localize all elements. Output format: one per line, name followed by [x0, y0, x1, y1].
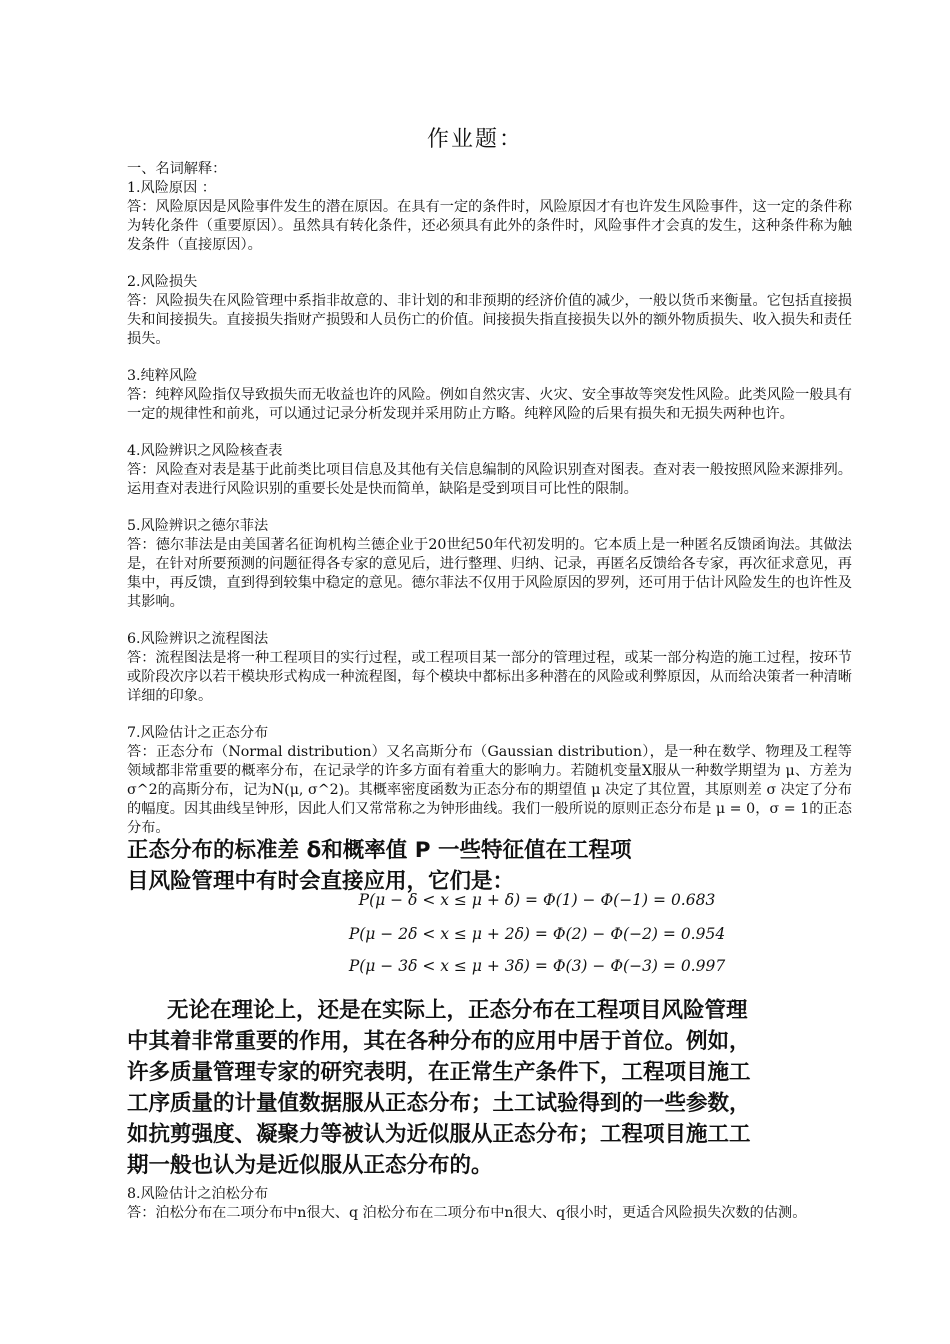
item-2 [127, 273, 852, 349]
item-answer: 答：风险损失在风险管理中系指非故意的、非计划的和非预期的经济价值的减少，一般以货币来衡量。它包括直接损失和间接损失。直接损失指财产损毁和人员伤亡的价值。间接损失指直接损失以外的额外物质损失、收入损失和责任损失。 [127, 293, 852, 347]
item-heading: 5.风险辨识之德尔菲法 [127, 518, 269, 534]
item-8 [127, 1185, 852, 1223]
item-answer: 答：正态分布（Normal distribution）又名高斯分布（Gaussian distribution），是一种在数学、物理及工程等领域都非常重要的概率分布，在记录学的许多方面有着重大的影响力。若随机变量X服从一种数学期望为 μ、方差为 σ^2的高斯分布，记为N(μ, σ^2)。其概率密度函数为正态分布的期望值 μ 决定了其位置，其原则差 σ 决定了分布的幅度。因其曲线呈钟形，因此人们又常常称之为钟形曲线。我们一般所说的原则正态分布是 μ = 0，σ = 1的正态分布。 [127, 744, 852, 836]
item-7 [127, 724, 852, 838]
image-paragraph: 无论在理论上，还是在实际上，正态分布在工程项目风险管理中其着非常重要的作用，其在各种分布的应用中居于首位。例如，许多质量管理专家的研究表明，在正常生产条件下，工程项目施工工序质量的计量值数据服从正态分布；土工试验得到的一些参数，如抗剪强度、凝聚力等被认为近似服从正态分布；工程项目施工工期一般也认为是近似服从正态分布的。 [127, 998, 751, 1178]
image-heading-line-2: 目风险管理中有时会直接应用，它们是： [127, 869, 515, 894]
item-1 [127, 179, 852, 255]
formula-3: P(μ − 3δ < x ≤ μ + 3δ) = Φ(3) − Φ(−3) = 0.997 [348, 957, 726, 975]
page-title: 作业题： [426, 127, 523, 152]
item-4 [127, 442, 852, 499]
embedded-text-image [127, 835, 807, 1178]
item-heading: 2.风险损失 [127, 274, 198, 290]
item-5 [127, 517, 852, 612]
item-answer: 答：流程图法是将一种工程项目的实行过程，或工程项目某一部分的管理过程，或某一部分构造的施工过程，按环节或阶段次序以若干模块形式构成一种流程图，每个模块中都标出多种潜在的风险或利弊原因，从而给决策者一种清晰详细的印象。 [127, 650, 852, 704]
item-heading: 7.风险估计之正态分布 [127, 725, 269, 741]
item-answer: 答：泊松分布在二项分布中n很大、q 泊松分布在二项分布中n很大、q很小时，更适合风险损失次数的估测。 [127, 1205, 807, 1221]
section-heading: 一、名词解释： [127, 161, 227, 177]
item-answer: 答：风险查对表是基于此前类比项目信息及其他有关信息编制的风险识别查对图表。查对表一般按照风险来源排列。运用查对表进行风险识别的重要长处是快而简单，缺陷是受到项目可比性的限制。 [127, 462, 852, 497]
formula-2: P(μ − 2δ < x ≤ μ + 2δ) = Φ(2) − Φ(−2) = 0.954 [348, 925, 726, 943]
formula-1: P(μ − δ < x ≤ μ + δ) = Φ(1) − Φ(−1) = 0.683 [358, 891, 716, 909]
item-heading: 6.风险辨识之流程图法 [127, 631, 269, 647]
image-heading-line-1: 正态分布的标准差 δ和概率值 P 一些特征值在工程项 [127, 838, 632, 863]
item-heading: 8.风险估计之泊松分布 [127, 1186, 269, 1202]
item-heading: 1.风险原因 ： [127, 180, 216, 196]
item-heading: 3.纯粹风险 [127, 368, 198, 384]
item-answer: 答：德尔菲法是由美国著名征询机构兰德企业于20世纪50年代初发明的。它本质上是一种匿名反馈函询法。其做法是，在针对所要预测的问题征得各专家的意见后，进行整理、归纳、记录，再匿名反馈给各专家，再次征求意见，再集中，再反馈，直到得到较集中稳定的意见。德尔菲法不仅用于风险原因的罗列，还可用于估计风险发生的也许性及其影响。 [127, 537, 852, 610]
item-answer: 答：风险原因是风险事件发生的潜在原因。在具有一定的条件时，风险原因才有也许发生风险事件，这一定的条件称为转化条件（重要原因）。虽然具有转化条件，还必须具有此外的条件时，风险事件才会真的发生，这种条件称为触发条件（直接原因）。 [127, 199, 852, 253]
item-3 [127, 367, 852, 424]
item-answer: 答：纯粹风险指仅导致损失而无收益也许的风险。例如自然灾害、火灾、安全事故等突发性风险。此类风险一般具有一定的规律性和前兆，可以通过记录分析发现并采用防止方略。纯粹风险的后果有损失和无损失两种也许。 [127, 387, 852, 422]
item-heading: 4.风险辨识之风险核查表 [127, 443, 283, 459]
item-6 [127, 630, 852, 706]
document-body [127, 160, 852, 838]
